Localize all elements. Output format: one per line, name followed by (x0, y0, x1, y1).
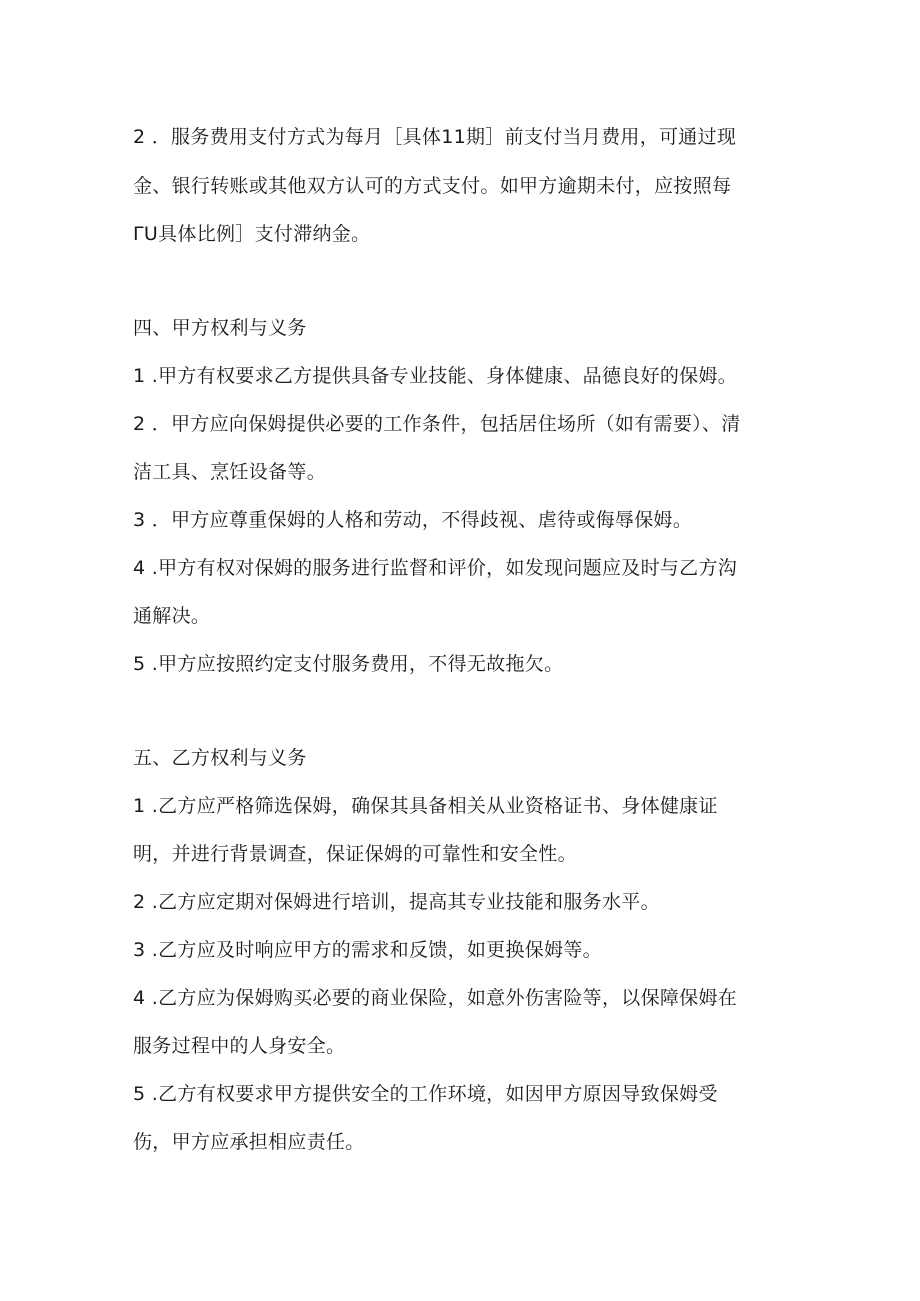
section3-item2-line1: 2 ．服务费用支付方式为每月［具体11期］前支付当月费用，可通过现 (133, 126, 737, 148)
section5-item1-line2: 明，并进行背景调查，保证保姆的可靠性和安全性。 (133, 843, 577, 865)
section5-item2-line1: 2 .乙方应定期对保姆进行培训，提高其专业技能和服务水平。 (133, 891, 660, 913)
section4-item4-line1: 4 .甲方有权对保姆的服务进行监督和评价，如发现问题应及时与乙方沟 (133, 557, 738, 579)
section5-item3-line1: 3 .乙方应及时响应甲方的需求和反馈，如更换保姆等。 (133, 939, 602, 961)
section4-item1-line1: 1 .甲方有权要求乙方提供具备专业技能、身体健康、品德良好的保姆。 (133, 365, 738, 387)
section4-item2-line1: 2 ．甲方应向保姆提供必要的工作条件，包括居住场所（如有需要）、清 (133, 413, 741, 435)
section4-item3-line1: 3 ．甲方应尊重保姆的人格和劳动，不得歧视、虐待或侮辱保姆。 (133, 509, 693, 531)
section5-item4-line2: 服务过程中的人身安全。 (133, 1035, 346, 1057)
section5-item1-line1: 1 .乙方应严格筛选保姆，确保其具备相关从业资格证书、身体健康证 (133, 795, 718, 817)
section5-heading: 五、乙方权利与义务 (133, 747, 307, 769)
section4-item4-line2: 通解决。 (133, 605, 211, 627)
section5-item5-line1: 5 .乙方有权要求甲方提供安全的工作环境，如因甲方原因导致保姆受 (133, 1083, 718, 1105)
section5-item5-line2: 伤，甲方应承担相应责任。 (133, 1131, 365, 1153)
section5-item4-line1: 4 .乙方应为保姆购买必要的商业保险，如意外伤害险等，以保障保姆在 (133, 987, 738, 1009)
section4-item2-line2: 洁工具、烹饪设备等。 (133, 461, 327, 483)
section4-heading: 四、甲方权利与义务 (133, 317, 307, 339)
section3-item2-line3: ΓU具体比例］支付滞纳金。 (133, 223, 371, 245)
section4-item5-line1: 5 .甲方应按照约定支付服务费用，不得无故拖欠。 (133, 653, 564, 675)
section3-item2-line2: 金、银行转账或其他双方认可的方式支付。如甲方逾期未付，应按照每 (133, 175, 732, 197)
